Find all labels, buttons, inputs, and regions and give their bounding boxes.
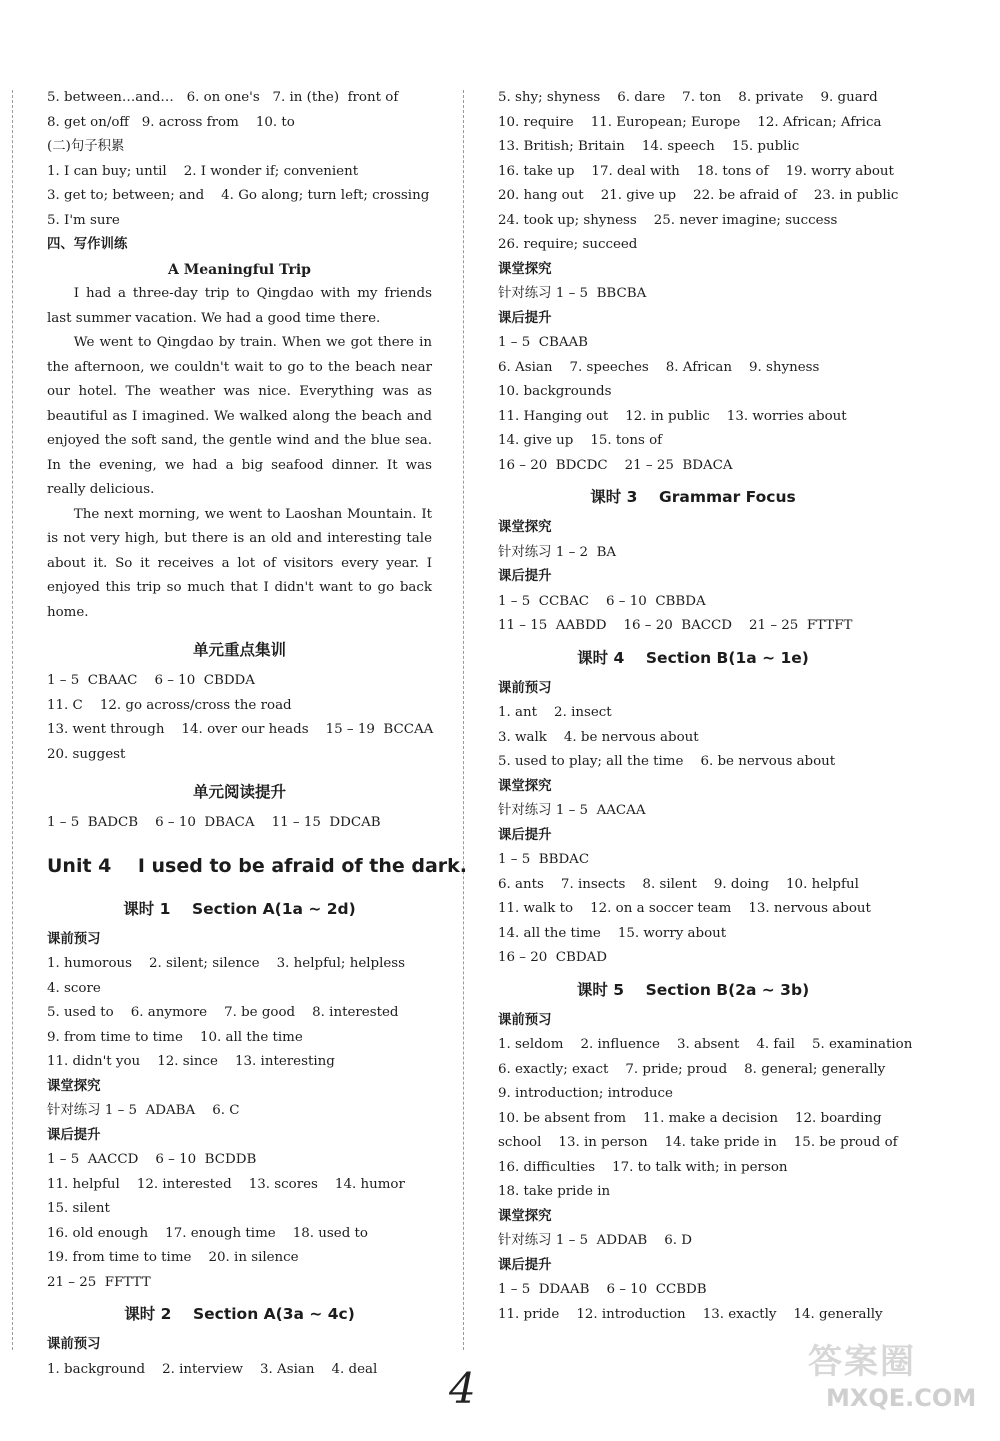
answer-line: 13. British; Britain 14. speech 15. public [498, 139, 800, 154]
section-heading: 课时 5 Section B(2a ~ 3b) [576, 980, 810, 999]
subsection-heading: 课堂探究 [498, 778, 552, 794]
subsection-heading: 课堂探究 [498, 520, 552, 535]
subsection-heading: 课堂探究 [47, 1078, 101, 1094]
essay-paragraph: We went to Qingdao by train. When we got there in the afternoon, we couldn't wait to go to the beach near our hotel. The weather was nice. Everything was as beautiful as I imagined. We walked along the beach and enjoyed the soft sand, the gentle wind and the blue sea. In the evening, we had a big seafood dinner. It was really delicious. [47, 335, 432, 497]
answer-line: 15. silent [47, 1201, 110, 1216]
subsection-heading: 课后提升 [498, 310, 552, 326]
answer-line: 1. ant 2. insect [498, 705, 612, 720]
answer-line: 20. hang out 21. give up 22. be afraid of 23. in public [498, 188, 899, 203]
answer-line: 1 – 5 BADCB 6 – 10 DBACA 11 – 15 DDCAB [47, 815, 381, 830]
left-column [47, 86, 468, 1382]
section-heading: 课时 3 Grammar Focus [590, 488, 796, 506]
answer-line: 16. difficulties 17. to talk with; in person [498, 1159, 788, 1175]
answer-line: 3. walk 4. be nervous about [498, 729, 699, 745]
answer-line: 5. between…and… 6. on one's 7. in (the) front of [47, 90, 399, 105]
unit-title: Unit 4 I used to be afraid of the dark. [47, 854, 468, 877]
answer-line: 针对练习 1 – 5 ADDAB 6. D [498, 1233, 693, 1248]
answer-line: (二)句子积累 [47, 139, 125, 154]
subsection-heading: 四、写作训练 [47, 237, 128, 252]
answer-line: 1. humorous 2. silent; silence 3. helpful; helpless [47, 956, 406, 971]
subsection-heading: 课后提升 [47, 1127, 101, 1143]
answer-line: 1 – 5 CBAAB [498, 335, 589, 350]
watermark-text: 答案圈 [808, 1342, 916, 1382]
page-number: 4 [449, 1364, 476, 1413]
answer-line: 1. I can buy; until 2. I wonder if; convenient [47, 163, 359, 179]
answer-line: 11. walk to 12. on a soccer team 13. nervous about [498, 901, 871, 916]
section-heading: 单元重点集训 [192, 641, 286, 659]
answer-line: 11. pride 12. introduction 13. exactly 14. generally [498, 1306, 883, 1322]
watermark-url: MXQE.COM [826, 1384, 977, 1412]
answer-line: 针对练习 1 – 5 BBCBA [498, 286, 647, 301]
answer-line: 13. went through 14. over our heads 15 – 19 BCCAA [47, 722, 434, 737]
answer-line: 11 – 15 AABDD 16 – 20 BACCD 21 – 25 FTTFT [498, 618, 853, 633]
answer-line: 16. take up 17. deal with 18. tons of 19. worry about [498, 163, 894, 179]
answer-line: 11. helpful 12. interested 13. scores 14. humor [47, 1176, 405, 1192]
answer-line: 10. be absent from 11. make a decision 12. boarding [498, 1110, 882, 1126]
answer-line: 26. require; succeed [498, 237, 638, 252]
answer-line: 9. introduction; introduce [498, 1086, 673, 1101]
answer-line: 5. shy; shyness 6. dare 7. ton 8. private 9. guard [498, 90, 878, 105]
answer-line: 19. from time to time 20. in silence [47, 1250, 299, 1265]
answer-line: school 13. in person 14. take pride in 15. be proud of [498, 1135, 898, 1150]
answer-line: 5. used to 6. anymore 7. be good 8. interested [47, 1005, 399, 1020]
answer-line: 16 – 20 BDCDC 21 – 25 BDACA [498, 457, 733, 473]
answer-line: 5. I'm sure [47, 212, 120, 228]
answer-line: 8. get on/off 9. across from 10. to [47, 114, 295, 130]
answer-line: 9. from time to time 10. all the time [47, 1029, 303, 1045]
answer-line: 针对练习 1 – 5 AACAA [498, 803, 646, 818]
answer-line: 1. background 2. interview 3. Asian 4. deal [47, 1361, 378, 1377]
answer-line: 16 – 20 CBDAD [498, 950, 608, 965]
answer-line: 1 – 5 CCBAC 6 – 10 CBBDA [498, 593, 706, 609]
answer-line: 21 – 25 FFTTT [47, 1274, 151, 1290]
subsection-heading: 课前预习 [498, 680, 552, 696]
answer-line: 10. require 11. European; Europe 12. African; Africa [498, 114, 882, 130]
answer-line: 10. backgrounds [498, 384, 612, 399]
right-column [498, 86, 913, 1327]
watermark-logo [808, 1334, 988, 1430]
answer-line: 11. didn't you 12. since 13. interesting [47, 1054, 335, 1069]
answer-line: 3. get to; between; and 4. Go along; turn left; crossing [47, 188, 430, 203]
subsection-heading: 课前预习 [47, 1337, 101, 1352]
answer-line: 11. C 12. go across/cross the road [47, 697, 292, 713]
answer-line: 6. exactly; exact 7. pride; proud 8. general; generally [498, 1061, 886, 1077]
answer-line: 1 – 5 DDAAB 6 – 10 CCBDB [498, 1282, 707, 1297]
subsection-heading: 课前预习 [498, 1012, 552, 1028]
subsection-heading: 课后提升 [498, 827, 552, 843]
center-dashed-line [463, 90, 464, 1350]
subsection-heading: 课前预习 [47, 931, 101, 947]
left-margin-dashed-line [12, 90, 13, 1350]
subsection-heading: 课后提升 [498, 1257, 552, 1273]
essay-paragraph: I had a three-day trip to Qingdao with my friends last summer vacation. We had a good time there. [47, 286, 432, 326]
answer-line: 14. give up 15. tons of [498, 433, 663, 448]
answer-line: 1 – 5 AACCD 6 – 10 BCDDB [47, 1152, 257, 1167]
answer-line: 1. seldom 2. influence 3. absent 4. fail 5. examination [498, 1037, 913, 1052]
answer-line: 1 – 5 BBDAC [498, 852, 590, 867]
section-heading: 课时 4 Section B(1a ~ 1e) [577, 648, 809, 667]
essay-paragraph: The next morning, we went to Laoshan Mountain. It is not very high, but there is an old and interesting tale about it. So it receives a lot of visitors every year. I enjoyed this trip so much that I didn't want to go back home. [47, 506, 432, 620]
section-heading: 课时 1 Section A(1a ~ 2d) [123, 899, 356, 918]
answer-line: 4. score [47, 980, 101, 996]
answer-line: 11. Hanging out 12. in public 13. worries about [498, 408, 847, 424]
answer-line: 14. all the time 15. worry about [498, 925, 727, 941]
answer-line: 20. suggest [47, 746, 126, 762]
subsection-heading: 课堂探究 [498, 261, 552, 277]
section-heading: 课时 2 Section A(3a ~ 4c) [124, 1305, 355, 1323]
answer-line: 针对练习 1 – 2 BA [498, 544, 617, 560]
essay-title: A Meaningful Trip [168, 261, 311, 278]
subsection-heading: 课堂探究 [498, 1208, 552, 1224]
answer-line: 1 – 5 CBAAC 6 – 10 CBDDA [47, 673, 255, 688]
subsection-heading: 课后提升 [498, 569, 552, 584]
section-heading: 单元阅读提升 [192, 783, 286, 801]
answer-line: 18. take pride in [498, 1184, 611, 1199]
answer-line: 针对练习 1 – 5 ADABA 6. C [47, 1103, 240, 1118]
answer-line: 16. old enough 17. enough time 18. used to [47, 1225, 368, 1241]
answer-line: 6. ants 7. insects 8. silent 9. doing 10. helpful [498, 876, 859, 892]
answer-line: 5. used to play; all the time 6. be nervous about [498, 754, 836, 769]
answer-line: 6. Asian 7. speeches 8. African 9. shyness [498, 359, 820, 375]
answer-line: 24. took up; shyness 25. never imagine; success [498, 212, 838, 228]
